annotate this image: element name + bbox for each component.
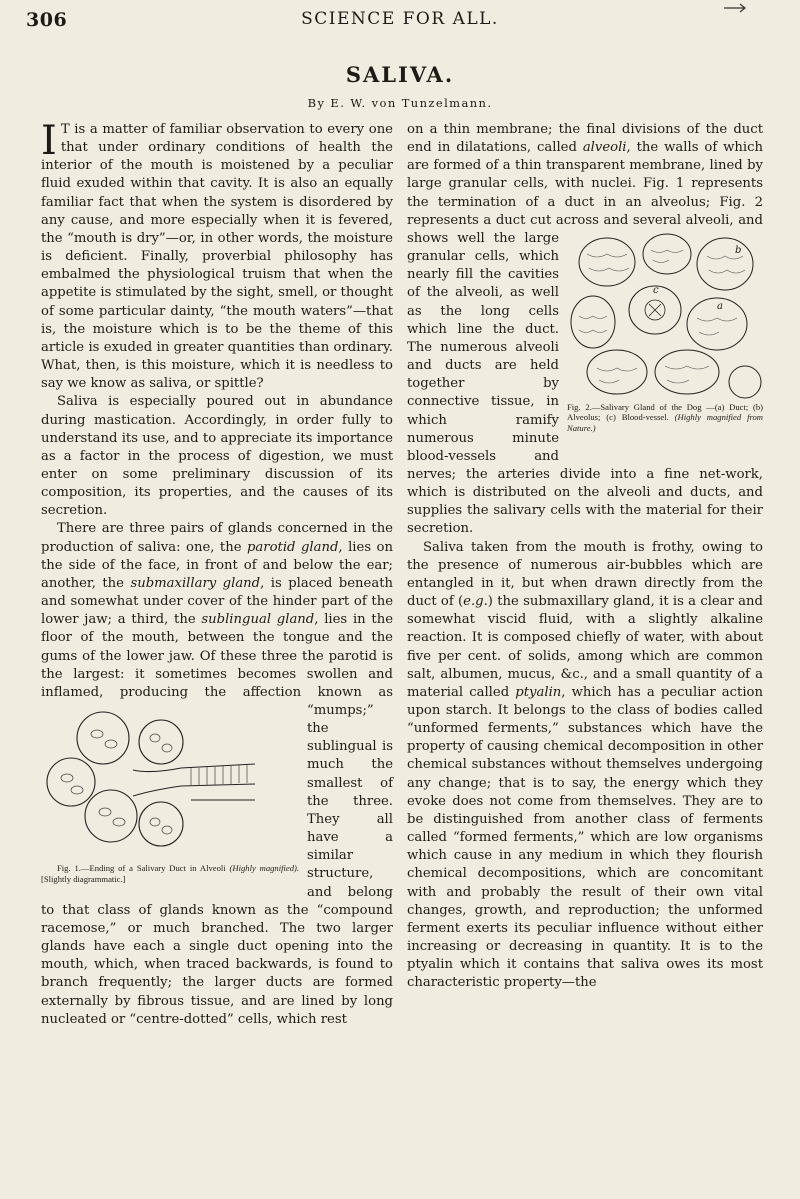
term-eg: e.g.	[463, 594, 488, 610]
figure-2-caption	[567, 402, 763, 434]
caption-text: [Slightly diagrammatic.]	[41, 873, 126, 884]
caption-text: Fig. 2.—Salivary Gland of the Dog —(a) Duct; (b) Alveolus; (c) Blood-vessel.	[567, 401, 763, 423]
text-run-with-figure: , lies in the floor of the mouth, between the tongue and the gums of the lower jaw. Of these three the parotid is the largest: it sometimes becomes swollen and inflamed, producing the Fig. 1.—Ending of a Salivary Duct in Alveoli (Highly magnified). [Slightly diagrammatic.] affection known as “mumps;” the sublingual is much the smallest of the three. They all have a similar structure, and belong to that class of glands known as the “compound racemose,” or much branched. The two larger glands have each a single duct opening into the mouth, which, when traced backwards, is found to branch frequently; the larger ducts are formed externally by fibrous tissue, and are lined by long nucleated or “centre-dotted” cells, which rest	[41, 612, 393, 1027]
text-run-with-figure: , the walls of which are formed of a thin transparent membrane, lined by large granular cells, with nuclei. Fig. 1 represents the termination of a duct in an alveolus; Fig. 2 represents a duct cut across and several alveoli, and shows well the large a b c Fig. 2.—Salivary Gland of the Dog —(a) Duct; (b) Alveolus; (c) Blood-vessel. (Highly magnified from Nature.) granular cells, which nearly fill the cavities of the alveoli, as well as the long cells which line the duct. The numerous alveoli and ducts are held together by connective tissue, in which ramify numerous minute blood-vessels and nerves; the arteries divide into a fine net-work, which is distributed on the alveoli and ducts, and supplies the salivary cells with the material for their secretion.	[407, 140, 763, 537]
alveolus-shape	[139, 720, 183, 764]
duct-wall	[181, 764, 255, 800]
figure-2-label-a: a	[717, 300, 723, 312]
paragraph-saliva-properties	[407, 539, 763, 993]
caption-text: (Highly magnified from Nature.)	[567, 412, 763, 433]
term-submaxillary: submaxillary gland	[130, 575, 261, 591]
paragraph-alveoli	[407, 121, 763, 539]
figure-2-label-b: b	[735, 244, 742, 256]
right-column	[407, 121, 763, 993]
text-run: , which has a peculiar action upon starch. It belongs to the class of bodies called “unformed ferments,” substances which have the property of causing chemical decomposition in other chemical substances without themselves undergoing any change; that is to say, the energy which they evoke does not come from themselves. They are to be distinguished from another class of ferments called “formed ferments,” which are low organisms which cause in any medium in which they flourish chemical decompositions, which are concomitant with and probably the result of their own vital changes, growth, and reproduction; the unformed ferment exerts its peculiar influence without either increasing or decreasing in quantity. It is to the ptyalin which it contains that saliva owes its most characteristic property—the	[407, 684, 763, 991]
text-run: ) the submaxillary gland, it is a clear and somewhat viscid fluid, with a slightly alkaline reaction. It is composed chiefly of water, with about five per cent. of solids, among which are common salt, albumen, mucus, &c., and a small quantity of a material called	[407, 594, 763, 700]
figure-2	[567, 232, 763, 450]
text-run: , lies on the side of the face, in front of and below the ear; another, the	[41, 539, 393, 591]
text-run: There are three pairs of glands concerned in the production of saliva: one, the	[41, 521, 393, 555]
paragraph-intro	[41, 118, 393, 393]
figure-2-label-c: c	[653, 284, 659, 296]
left-column	[41, 118, 393, 1029]
byline: By E. W. von Tunzelmann.	[307, 96, 493, 110]
drop-cap: I	[41, 118, 57, 164]
paragraph-mastication: Saliva is especially poured out in abundance during mastication. Accordingly, in order fully to understand its use, and to appreciate its importance as a factor in the process of digestion, we must enter on some preliminary discussion of its composition, its properties, and the causes of its secretion.	[41, 394, 393, 519]
running-head: SCIENCE FOR ALL.	[301, 9, 499, 29]
term-sublingual: sublingual gland	[201, 612, 315, 628]
page-header	[0, 0, 800, 40]
page-number: 306	[26, 9, 68, 31]
paragraph-glands	[41, 520, 393, 1028]
figure-1	[41, 704, 299, 886]
alveolus-shape	[85, 790, 137, 842]
alveolus-shape	[77, 712, 129, 764]
figure-1-illustration	[41, 704, 299, 862]
caption-text: Fig. 1.—Ending of a Salivary Duct in Alveoli	[57, 863, 230, 873]
article-title: SALIVA.	[345, 62, 455, 87]
figure-1-caption	[41, 863, 299, 884]
figure-2-illustration	[567, 232, 763, 402]
term-alveoli: alveoli	[582, 140, 627, 156]
paragraph-intro-text: T is a matter of familiar observation to every one that under ordinary conditions of health the interior of the mouth is moistened by a peculiar fluid exuded within that cavity. It is also an equally familiar fact that when the system is disordered by any cause, and more especially when it is fevered, the “mouth is dry”—or, in other words, the moisture is deficient. Finally, proverbial philosophy has embalmed the physiological truism that when the appetite is stimulated by the sight, smell, or thought of some particular dainty, “the mouth waters”—that is, the moisture which is to be the theme of this article is exuded in greater quantities than ordinary. What, then, is this moisture, which it is needless to say we know as saliva, or spittle?	[41, 122, 393, 392]
text-run: Saliva taken from the mouth is frothy, owing to the presence of numerous air-bubbles which are entangled in it, but when drawn directly from the duct of (	[407, 539, 763, 610]
text-run: , is placed beneath and somewhat under cover of the hinder part of the lower jaw; a third, the	[41, 575, 393, 628]
caption-text: (Highly magnified).	[229, 863, 300, 873]
alveolus-shape	[47, 758, 95, 806]
term-ptyalin: ptyalin	[515, 684, 562, 700]
alveolus-shape	[139, 802, 183, 846]
term-parotid: parotid gland	[246, 539, 339, 555]
ink-mark-decoration	[720, 0, 748, 14]
text-run: on a thin membrane; the final divisions of the duct end in dilatations, called	[407, 122, 763, 156]
